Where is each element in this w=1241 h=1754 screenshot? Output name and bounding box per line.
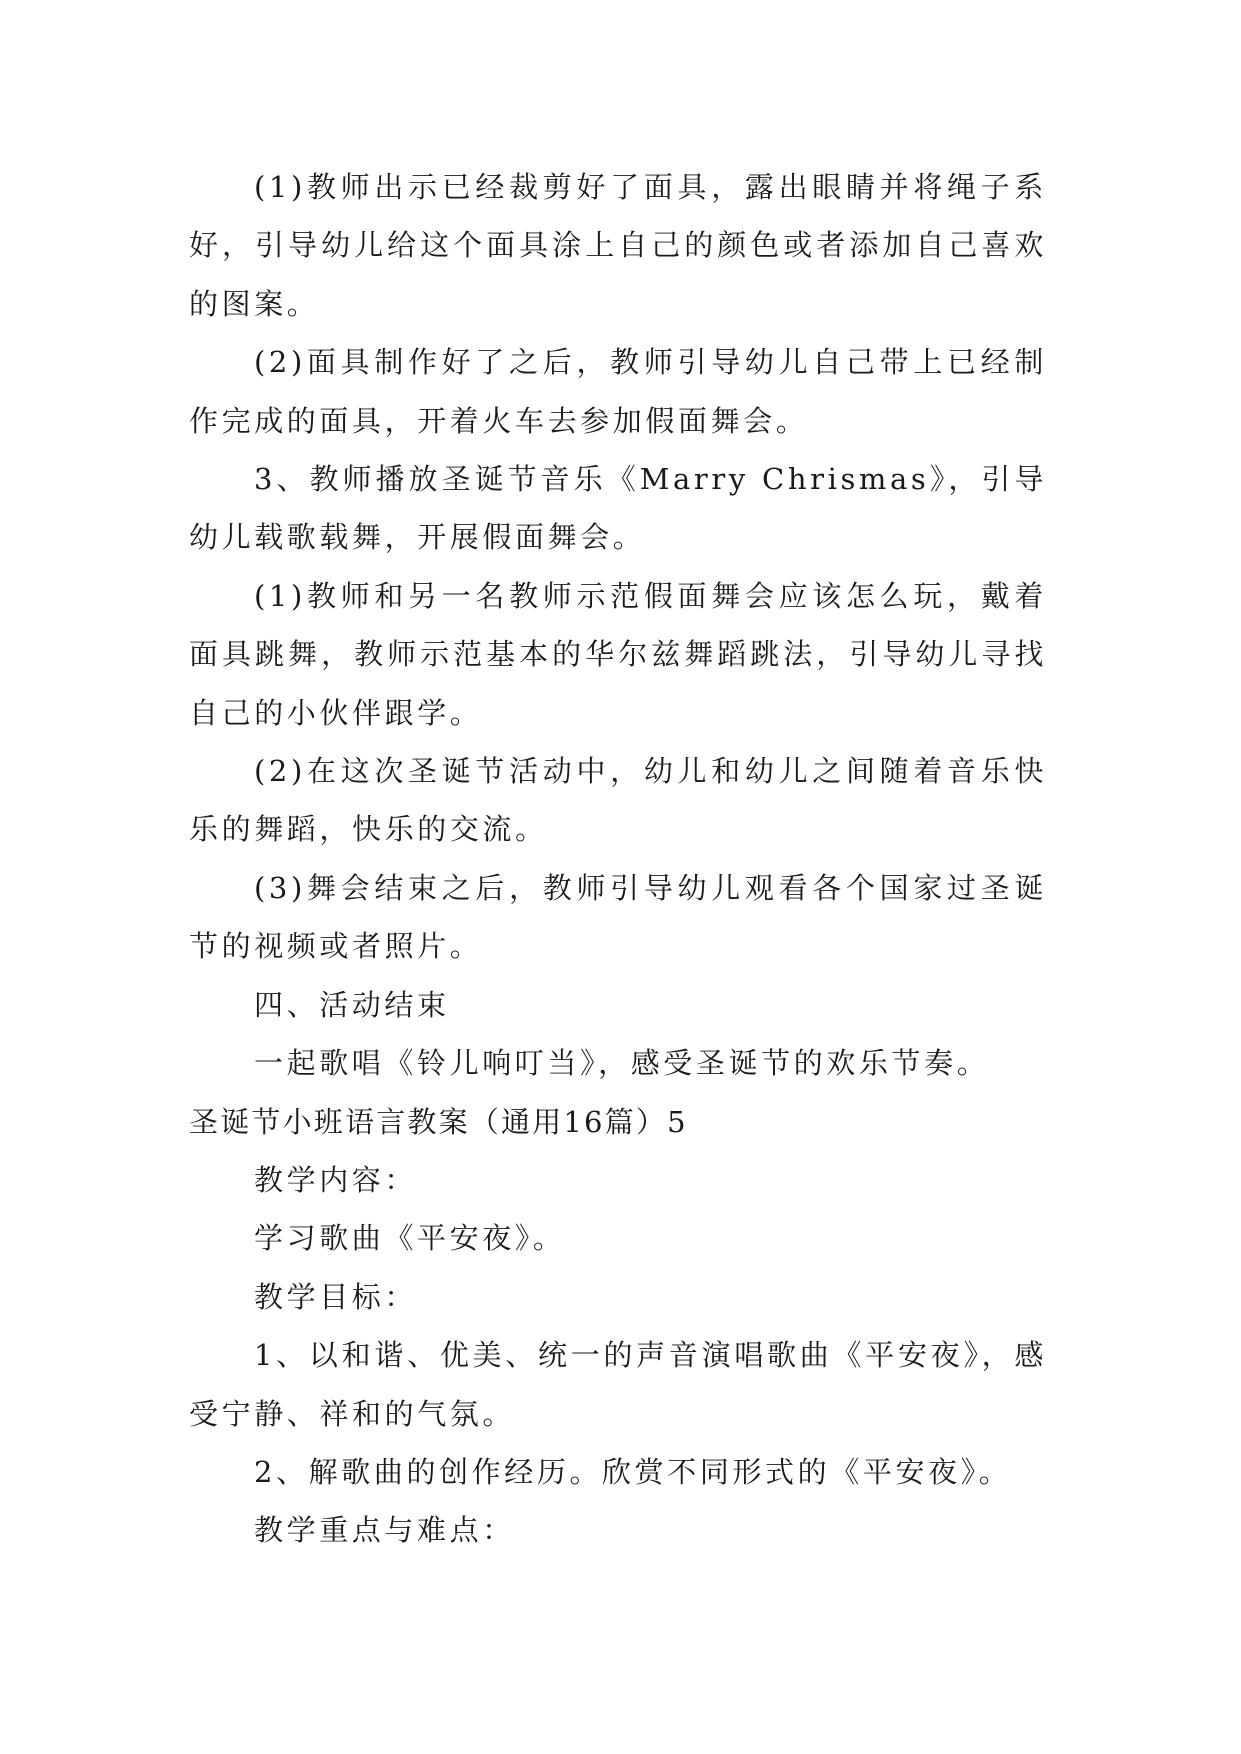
- paragraph: 学习歌曲《平安夜》。: [254, 1221, 566, 1256]
- paragraph: (1)教师出示已经裁剪好了面具，露出眼睛并将绳子系好，引导幼儿给这个面具涂上自己的颜色或者添加自己喜欢的图案。: [189, 170, 1047, 321]
- paragraph: (3)舞会结束之后，教师引导幼儿观看各个国家过圣诞节的视频或者照片。: [189, 870, 1047, 964]
- paragraph: (2)面具制作好了之后，教师引导幼儿自己带上已经制作完成的面具，开着火车去参加假面舞会。: [189, 345, 1047, 438]
- paragraph: 2、解歌曲的创作经历。欣赏不同形式的《平安夜》。: [254, 1454, 1012, 1489]
- paragraph: (1)教师和另一名教师示范假面舞会应该怎么玩，戴着面具跳舞，教师示范基本的华尔兹舞蹈跳法，引导幼儿寻找自己的小伙伴跟学。: [189, 578, 1047, 730]
- section-heading: 圣诞节小班语言教案（通用16篇）5: [189, 1104, 688, 1139]
- document-body: [189, 158, 1047, 1560]
- paragraph-label: 教学重点与难点：: [254, 1513, 515, 1548]
- paragraph: 3、教师播放圣诞节音乐《Marry Chrismas》，引导幼儿载歌载舞，开展假面舞会。: [189, 462, 1047, 555]
- paragraph-subheading: 四、活动结束: [254, 987, 450, 1022]
- paragraph-label: 教学内容：: [254, 1162, 418, 1197]
- paragraph-label: 教学目标：: [254, 1279, 418, 1314]
- paragraph: 一起歌唱《铃儿响叮当》，感受圣诞节的欢乐节奏。: [254, 1046, 990, 1081]
- paragraph: 1、以和谐、优美、统一的声音演唱歌曲《平安夜》，感受宁静、祥和的气氛。: [189, 1338, 1047, 1431]
- paragraph: (2)在这次圣诞节活动中，幼儿和幼儿之间随着音乐快乐的舞蹈，快乐的交流。: [189, 754, 1047, 847]
